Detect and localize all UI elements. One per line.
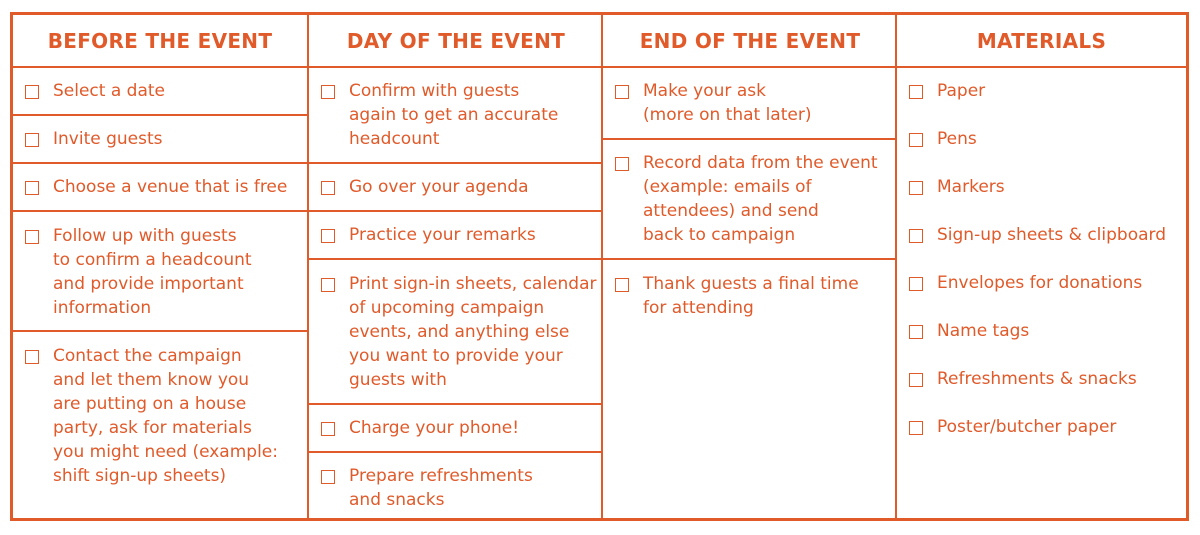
column-header: BEFORE THE EVENT (13, 15, 307, 68)
item-label: Charge your phone! (349, 418, 520, 438)
checkbox[interactable] (909, 85, 923, 99)
item-label: Invite guests (53, 129, 163, 149)
item-label: Confirm with guests again to get an accurate headcount (349, 81, 559, 149)
material-item (897, 223, 1186, 247)
checklist-item (603, 260, 897, 518)
checkbox[interactable] (909, 325, 923, 339)
material-item (897, 175, 1186, 199)
checkbox[interactable] (321, 278, 335, 292)
item-label: Print sign-in sheets, calendar of upcoming campaign events, and anything else you want to provide your guests with (349, 274, 597, 390)
item-label: Follow up with guests to confirm a headcount and provide important information (53, 226, 252, 318)
checkbox[interactable] (321, 85, 335, 99)
checklist-item (13, 212, 307, 332)
checklist-item (13, 116, 307, 164)
checklist-item (603, 68, 897, 140)
checkbox[interactable] (25, 85, 39, 99)
checklist-item (309, 212, 603, 260)
material-item (897, 271, 1186, 295)
material-item (897, 319, 1186, 343)
checkbox[interactable] (909, 133, 923, 147)
column-header: END OF THE EVENT (603, 15, 897, 68)
item-label: Contact the campaign and let them know you are putting on a house party, ask for materials you might need (example: shift sign-up sheets) (53, 346, 278, 486)
checkbox[interactable] (25, 230, 39, 244)
checkbox[interactable] (615, 85, 629, 99)
checkbox[interactable] (321, 181, 335, 195)
item-label: Pens (937, 129, 977, 149)
checkbox[interactable] (909, 181, 923, 195)
item-label: Poster/butcher paper (937, 417, 1117, 437)
item-label: Markers (937, 177, 1005, 197)
checklist-item (309, 164, 603, 212)
checklist-item (603, 140, 897, 260)
checklist-item (309, 453, 603, 518)
checkbox[interactable] (909, 277, 923, 291)
item-label: Paper (937, 81, 986, 101)
column-before-event (13, 15, 307, 518)
item-label: Prepare refreshments and snacks (349, 466, 533, 510)
item-label: Make your ask (more on that later) (643, 81, 812, 125)
column-materials (895, 15, 1186, 518)
item-label: Sign-up sheets & clipboard (937, 225, 1166, 245)
checklist-item (309, 405, 603, 453)
material-item (897, 415, 1186, 439)
checkbox[interactable] (321, 229, 335, 243)
checklist-table (10, 12, 1189, 521)
checkbox[interactable] (909, 373, 923, 387)
item-label: Record data from the event (example: emails of attendees) and send back to campaign (643, 153, 878, 245)
checklist-item (13, 68, 307, 116)
item-label: Practice your remarks (349, 225, 536, 245)
checklist-item (13, 332, 307, 518)
item-label: Choose a venue that is free (53, 177, 288, 197)
checkbox[interactable] (321, 470, 335, 484)
checkbox[interactable] (25, 181, 39, 195)
item-label: Envelopes for donations (937, 273, 1143, 293)
checklist-item (309, 68, 603, 164)
material-item (897, 127, 1186, 151)
checkbox[interactable] (25, 133, 39, 147)
column-day-of-event (307, 15, 603, 518)
item-label: Name tags (937, 321, 1030, 341)
column-header: DAY OF THE EVENT (309, 15, 603, 68)
item-label: Select a date (53, 81, 166, 101)
checkbox[interactable] (909, 421, 923, 435)
column-header: MATERIALS (897, 15, 1186, 68)
material-item (897, 367, 1186, 391)
item-label: Refreshments & snacks (937, 369, 1137, 389)
item-label: Thank guests a final time for attending (643, 274, 859, 318)
checkbox[interactable] (25, 350, 39, 364)
material-item (897, 79, 1186, 103)
checkbox[interactable] (615, 157, 629, 171)
checklist-item (13, 164, 307, 212)
checkbox[interactable] (909, 229, 923, 243)
checklist-item (309, 260, 603, 405)
checkbox[interactable] (321, 422, 335, 436)
item-label: Go over your agenda (349, 177, 529, 197)
checkbox[interactable] (615, 278, 629, 292)
column-end-of-event (601, 15, 897, 518)
